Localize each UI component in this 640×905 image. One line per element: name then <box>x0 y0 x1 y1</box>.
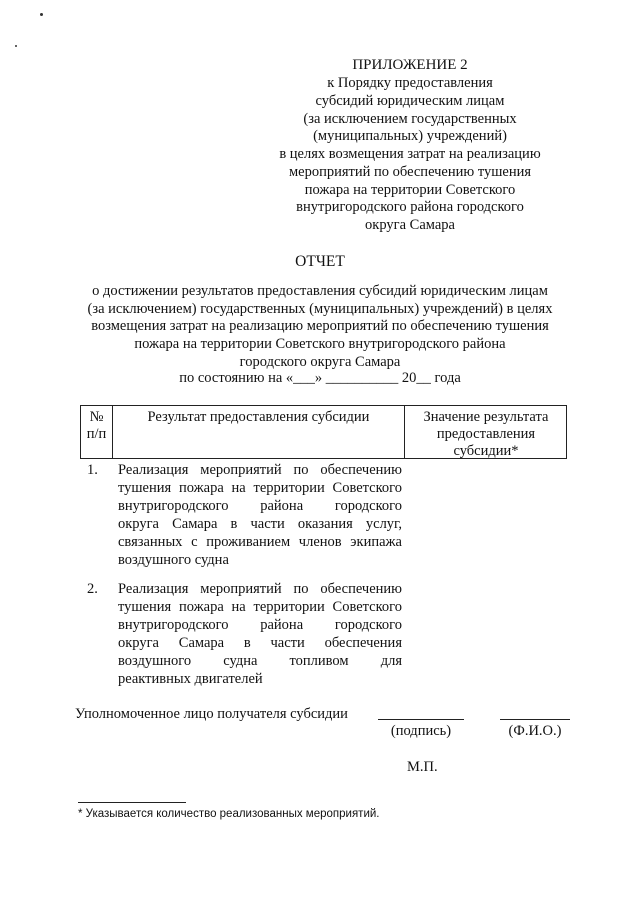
header-num: п/п <box>86 426 107 442</box>
row-number: 2. <box>87 581 98 597</box>
name-line <box>500 719 570 720</box>
row-text-line: Реализация мероприятий по обеспечению <box>118 581 402 597</box>
row-number: 1. <box>87 462 98 478</box>
header-value: предоставления <box>436 426 536 442</box>
report-line: о достижении результатов предоставления субсидий юридическим лицам <box>92 283 548 299</box>
header-num: № <box>89 409 104 425</box>
appendix-line: округа Самара <box>365 217 455 233</box>
appendix-line: в целях возмещения затрат на реализацию <box>279 146 541 162</box>
row-text-line: тушения пожара на территории Советского <box>118 480 402 496</box>
row-text-line: округа Самара в части обеспечения <box>118 635 402 651</box>
row-text-line: Реализация мероприятий по обеспечению <box>118 462 402 478</box>
appendix-line: пожара на территории Советского <box>304 182 516 198</box>
report-line: (за исключением) государственных (муниципальных) учреждений) в целях <box>87 301 553 317</box>
appendix-line: (за исключением государственных <box>303 111 517 127</box>
report-title: ОТЧЕТ <box>295 253 345 270</box>
name-caption: (Ф.И.О.) <box>508 723 562 739</box>
header-result: Результат предоставления субсидии <box>147 409 370 425</box>
row-text-line: связанных с проживанием членов экипажа <box>118 534 402 550</box>
stamp-mark: М.П. <box>407 759 438 775</box>
report-line: пожара на территории Советского внутригородского района <box>134 336 506 352</box>
row-text-line: воздушного судна <box>118 552 229 568</box>
row-text-line: внутригородского района городского <box>118 617 402 633</box>
row-text-line: тушения пожара на территории Советского <box>118 599 402 615</box>
report-date-line: по состоянию на «___» __________ 20__ года <box>179 370 461 386</box>
footnote: * Указывается количество реализованных мероприятий. <box>78 808 380 820</box>
report-line: городского округа Самара <box>239 354 401 370</box>
row-text-line: воздушного судна топливом для <box>118 653 402 669</box>
row-text-line: округа Самара в части оказания услуг, <box>118 516 402 532</box>
appendix-title: ПРИЛОЖЕНИЕ 2 <box>352 57 468 73</box>
appendix-line: субсидий юридическим лицам <box>315 93 505 109</box>
report-line: возмещения затрат на реализацию мероприятий по обеспечению тушения <box>91 318 549 334</box>
results-table-header <box>80 405 567 459</box>
signature-label: Уполномоченное лицо получателя субсидии <box>75 706 348 722</box>
footnote-separator <box>78 802 186 803</box>
header-value: Значение результата <box>423 409 549 425</box>
signature-caption: (подпись) <box>390 723 452 739</box>
row-text-line: внутригородского района городского <box>118 498 402 514</box>
header-value: субсидии* <box>453 443 519 459</box>
scan-speck <box>40 13 43 16</box>
row-text-line: реактивных двигателей <box>118 671 263 687</box>
appendix-line: (муниципальных) учреждений) <box>313 128 507 144</box>
scan-speck <box>15 45 17 47</box>
appendix-line: к Порядку предоставления <box>327 75 493 91</box>
appendix-line: мероприятий по обеспечению тушения <box>288 164 532 180</box>
appendix-line: внутригородского района городского <box>296 199 524 215</box>
signature-line <box>378 719 464 720</box>
